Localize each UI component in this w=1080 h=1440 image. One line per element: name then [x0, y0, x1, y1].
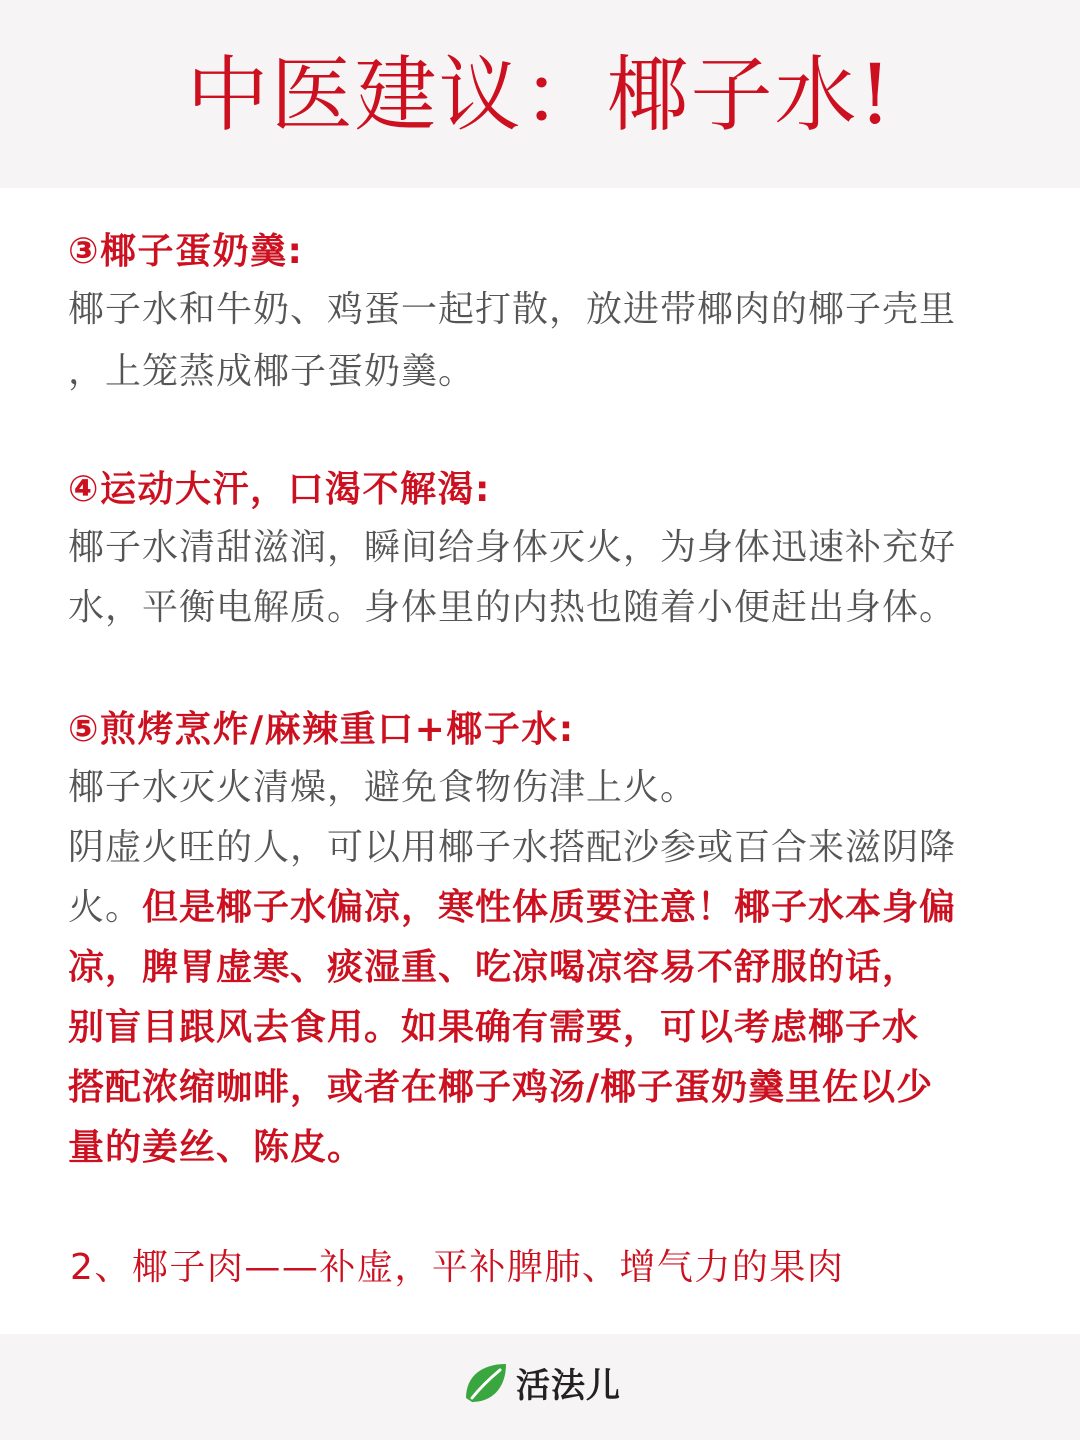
section-3-line-1: 椰子水和牛奶、鸡蛋一起打散，放进带椰肉的椰子壳里 — [68, 289, 957, 330]
coconut-meat-heading: 2、椰子肉——补虚，平补脾肺、增气力的果肉 — [70, 1247, 845, 1288]
section-5-warning-line-3: 搭配浓缩咖啡，或者在椰子鸡汤/椰子蛋奶羹里佐以少 — [68, 1067, 934, 1108]
section-5-mixed-plain: 火。 — [68, 887, 143, 928]
section-5-warning-line-4: 量的姜丝、陈皮。 — [68, 1127, 365, 1168]
section-4-line-2: 水，平衡电解质。身体里的内热也随着小便赶出身体。 — [68, 587, 957, 628]
section-5-warning-line-2: 别盲目跟风去食用。如果确有需要，可以考虑椰子水 — [68, 1007, 920, 1048]
brand-name: 活法儿 — [516, 1365, 621, 1406]
section-3-line-2: ，上笼蒸成椰子蛋奶羹。 — [68, 351, 476, 392]
section-4-heading: ④运动大汗，口渴不解渴: — [68, 469, 491, 510]
section-4-line-1: 椰子水清甜滋润，瞬间给身体灭火，为身体迅速补充好 — [68, 527, 957, 568]
leaf-icon — [462, 1358, 510, 1406]
section-5-heading: ⑤煎烤烹炸/麻辣重口+椰子水: — [68, 709, 575, 750]
page-title: 中医建议：椰子水! — [186, 48, 894, 143]
section-3-heading: ③椰子蛋奶羹: — [68, 231, 304, 272]
brand-logo — [462, 1352, 621, 1412]
section-5-warning-start: 但是椰子水偏凉，寒性体质要注意！椰子水本身偏 — [142, 887, 957, 928]
section-5-line-1: 椰子水灭火清燥，避免食物伤津上火。 — [68, 767, 698, 808]
section-5-mixed-line — [68, 884, 1028, 932]
section-5-line-2: 阴虚火旺的人，可以用椰子水搭配沙参或百合来滋阴降 — [68, 827, 957, 868]
section-5-warning-line-1: 凉，脾胃虚寒、痰湿重、吃凉喝凉容易不舒服的话， — [68, 947, 920, 988]
header-band — [0, 0, 1080, 188]
